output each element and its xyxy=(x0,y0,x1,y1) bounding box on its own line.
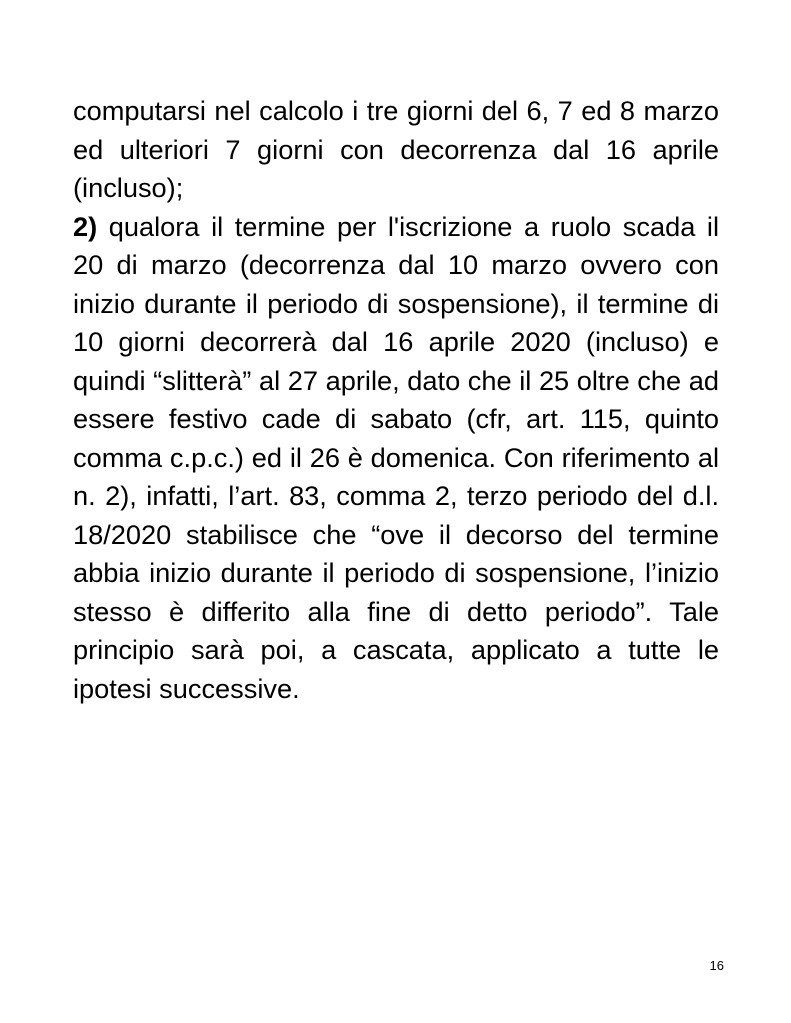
page-number: 16 xyxy=(709,958,724,973)
body-text xyxy=(73,92,719,708)
paragraph-1: computarsi nel calcolo i tre giorni del 6, 7 ed 8 marzo ed ulteriori 7 giorni con decorrenza dal 16 aprile (incluso); xyxy=(73,95,719,203)
list-number-2: 2) xyxy=(73,210,98,242)
paragraph-2 xyxy=(73,208,719,709)
paragraph-2-text: qualora il termine per l'iscrizione a ruolo scada il 20 di marzo (decorrenza dal 10 marzo ovvero con inizio durante il periodo di sospensione), il termine di 10 giorni decorrerà dal 16 aprile 2020 (incluso) e quindi “slitterà” al 27 aprile, dato che il 25 oltre che ad essere festivo cade di sabato (cfr, art. 115, quinto comma c.p.c.) ed il 26 è domenica. Con riferimento al n. 2), infatti, l’art. 83, comma 2, terzo periodo del d.l. 18/2020 stabilisce che “ove il decorso del termine abbia inizio durante il periodo di sospensione, l’inizio stesso è differito alla fine di detto periodo”. Tale principio sarà poi, a cascata, applicato a tutte le ipotesi successive. xyxy=(73,210,719,704)
